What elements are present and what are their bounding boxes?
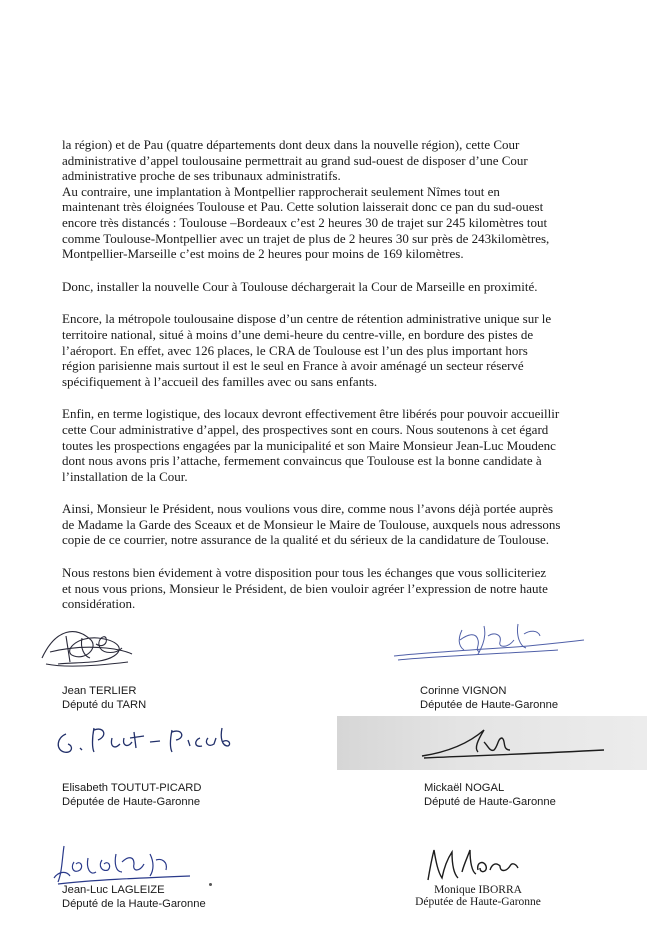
signatory-nogal [424, 781, 556, 809]
signature-vignon [388, 612, 588, 668]
text-line: Montpellier-Marseille c’est moins de 2 heures pour moins de 169 kilomètres. [62, 246, 464, 262]
signatory-role: Députée de Haute-Garonne [415, 896, 541, 908]
signatory-name: Jean-Luc LAGLEIZE [62, 884, 165, 896]
signature-terlier [36, 618, 136, 673]
signature-toutut-picard [50, 716, 240, 766]
text-line: Donc, installer la nouvelle Cour à Toulouse déchargerait la Cour de Marseille en proximité. [62, 278, 538, 294]
signatory-role: Député de la Haute-Garonne [62, 898, 206, 910]
signatory-name: Monique IBORRA [434, 884, 522, 896]
text-line: cette Cour administrative d’appel, des prospectives sont en cours. Nous soutenons à cet égard [62, 421, 549, 437]
text-line: comme Toulouse-Montpellier avec un trajet de plus de 2 heures 30 sur près de 243kilomètres, [62, 230, 550, 246]
signatory-role: Député de Haute-Garonne [424, 796, 556, 808]
text-line: maintenant très éloignées Toulouse et Pau. Cette solution laisserait donc ce pan du sud-ouest [62, 199, 544, 215]
text-line: encore très distancés : Toulouse –Bordeaux c’est 2 heures 30 de trajet sur 245 kilomètres tout [62, 214, 548, 230]
signatory-iborra [408, 884, 548, 908]
text-line: et nous vous prions, Monsieur le Président, de bien vouloir agréer l’expression de notre haute [62, 580, 548, 596]
signature-lagleize [50, 842, 200, 888]
text-line: dont nous avons pris l’attache, fermement convaincus que Toulouse est la bonne candidate à [62, 453, 542, 469]
text-line: copie de ce courrier, notre assurance de la qualité et du sérieux de la candidature de Toulouse. [62, 532, 550, 548]
text-line: Enfin, en terme logistique, des locaux devront effectivement être libérés pour pouvoir accueillir [62, 406, 560, 422]
text-line: administrative d’appel toulousaine permettrait au grand sud-ouest de disposer d’une Cour [62, 152, 528, 168]
text-line: considération. [62, 596, 136, 612]
signatory-name: Corinne VIGNON [420, 685, 507, 697]
text-line: l’installation de la Cour. [62, 468, 188, 484]
paragraph-conclusion-marseille [62, 279, 584, 295]
text-line: de Madame la Garde des Sceaux et de Monsieur le Maire de Toulouse, auxquels nous adressons [62, 516, 561, 532]
signature-nogal [418, 722, 608, 764]
signatory-name: Jean TERLIER [62, 685, 137, 697]
text-line: administrative proche de ses tribunaux administratifs. [62, 168, 341, 184]
signatory-name: Elisabeth TOUTUT-PICARD [62, 782, 202, 794]
text-line: région parisienne mais surtout il est le seul en France à avoir aménagé un secteur réservé [62, 358, 524, 374]
signatory-role: Députée de Haute-Garonne [420, 699, 559, 711]
paragraph-location-argument [62, 137, 584, 262]
text-line: l’aéroport. En effet, avec 126 places, le CRA de Toulouse est l’un des plus important hors [62, 342, 528, 358]
signatory-terlier [62, 684, 146, 712]
paragraph-logistics [62, 406, 584, 484]
letter-body [62, 137, 584, 629]
text-line: spécifiquement à l’accueil des familles avec ou sans enfants. [62, 373, 378, 389]
text-line: toutes les prospections engagées par la municipalité et son Maire Monsieur Jean-Luc Moudenc [62, 437, 556, 453]
text-line: Au contraire, une implantation à Montpellier rapprocherait seulement Nîmes tout en [62, 183, 500, 199]
ink-dot [209, 883, 212, 886]
text-line: Ainsi, Monsieur le Président, nous voulions vous dire, comme nous l’avons déjà portée auprès [62, 501, 554, 517]
signatory-role: Député du TARN [62, 699, 147, 711]
paragraph-cra [62, 311, 584, 389]
signatory-name: Mickaël NOGAL [424, 782, 505, 794]
signatory-lagleize [62, 883, 206, 911]
signature-iborra [420, 842, 530, 886]
text-line: Encore, la métropole toulousaine dispose d’un centre de rétention administrative unique sur le [62, 311, 552, 327]
text-line: territoire national, situé à moins d’une demi-heure du centre-ville, en bordure des pistes de [62, 326, 534, 342]
paragraph-closing [62, 565, 584, 612]
paragraph-address [62, 501, 584, 548]
signatory-vignon [420, 684, 558, 712]
text-line: la région) et de Pau (quatre départements dont deux dans la nouvelle région), cette Cour [62, 137, 520, 152]
text-line: Nous restons bien évidement à votre disposition pour tous les échanges que vous solliciteriez [62, 565, 547, 581]
signatory-role: Députée de Haute-Garonne [62, 796, 201, 808]
signatory-toutut-picard [62, 781, 201, 809]
